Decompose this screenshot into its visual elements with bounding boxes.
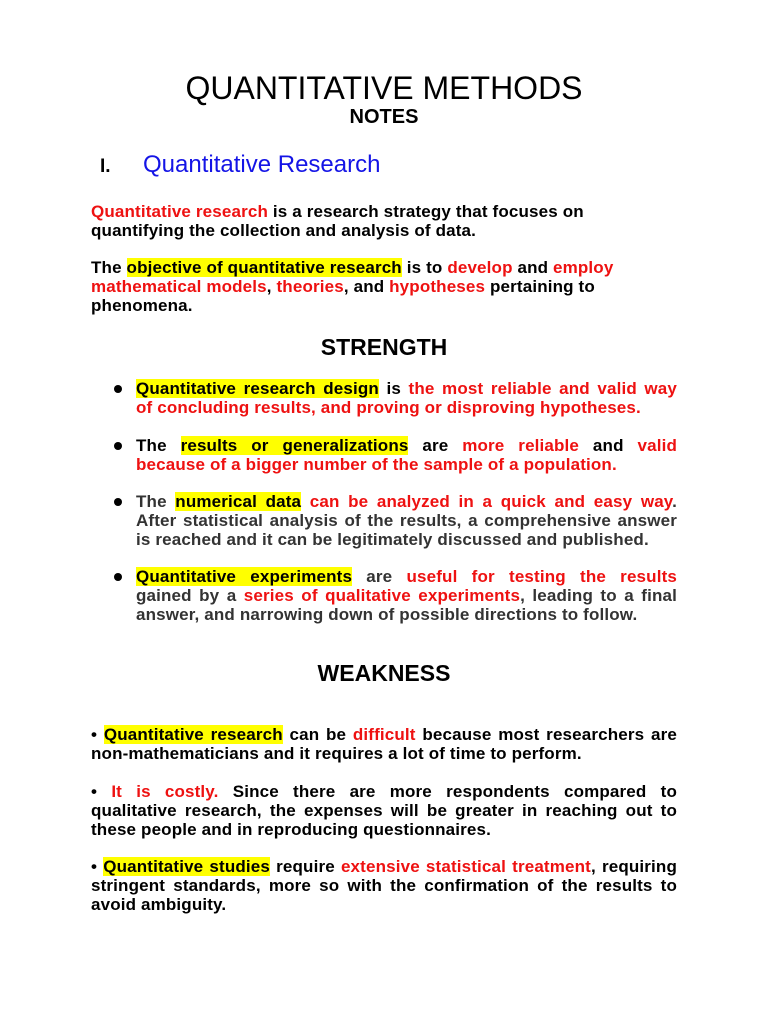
text-line xyxy=(91,857,677,876)
text-line xyxy=(136,511,677,530)
plain-text: , requiring xyxy=(590,857,677,876)
red-text: hypotheses xyxy=(389,277,486,296)
red-text: Quantitative research xyxy=(91,202,269,221)
red-text: It is costly. xyxy=(111,782,219,801)
text-line xyxy=(91,876,677,895)
intro-paragraph xyxy=(91,202,677,240)
plain-text: Since there are more respondents compared to xyxy=(218,782,677,801)
plain-text: answer, and narrowing down of possible directions to follow. xyxy=(136,605,638,624)
red-text: the most reliable and valid way xyxy=(408,379,677,398)
plain-text: , and xyxy=(343,277,390,296)
plain-text: The xyxy=(136,492,176,511)
plain-text: are xyxy=(408,436,463,455)
highlighted-text: numerical data xyxy=(175,492,302,511)
red-text: useful for testing the results xyxy=(406,567,677,586)
document-title: QUANTITATIVE METHODS xyxy=(185,70,583,106)
strength-heading: STRENGTH xyxy=(320,334,448,360)
text-line xyxy=(136,605,677,624)
highlighted-text: objective of quantitative research xyxy=(126,258,402,277)
plain-text: stringent standards, more so with the confirmation of the results to xyxy=(91,876,677,895)
text-line xyxy=(91,744,677,763)
red-text: more reliable xyxy=(462,436,580,455)
highlighted-text: Quantitative experiments xyxy=(136,567,353,586)
plain-text: gained by a xyxy=(136,586,244,605)
red-text: develop xyxy=(447,258,513,277)
bullet-icon xyxy=(114,573,122,581)
text-line xyxy=(91,221,677,240)
text-line xyxy=(136,398,677,417)
text-line xyxy=(91,277,677,296)
text-line xyxy=(91,820,677,839)
bullet-text: • xyxy=(91,782,112,801)
plain-text: is a research strategy that focuses on xyxy=(268,202,584,221)
weakness-heading: WEAKNESS xyxy=(317,660,451,686)
plain-text: After statistical analysis of the results, a comprehensive answer xyxy=(136,511,677,530)
highlighted-text: Quantitative research xyxy=(103,725,283,744)
section-numeral: I. xyxy=(100,156,111,177)
weakness-item xyxy=(91,857,677,914)
plain-text: qualitative research, the expenses will be greater in reaching out to xyxy=(91,801,677,820)
plain-text: , leading to a final xyxy=(520,586,677,605)
text-line xyxy=(136,567,677,586)
text-line xyxy=(91,296,677,315)
strength-item xyxy=(136,567,677,624)
text-line xyxy=(136,586,677,605)
plain-text: , xyxy=(266,277,277,296)
red-text: employ xyxy=(553,258,614,277)
plain-text: pertaining to xyxy=(485,277,595,296)
plain-text: can be xyxy=(282,725,353,744)
highlighted-text: results or generalizations xyxy=(180,436,409,455)
text-line xyxy=(136,455,677,474)
bullet-icon xyxy=(114,385,122,393)
bullet-icon xyxy=(114,442,122,450)
weakness-item xyxy=(91,725,677,763)
plain-text: . xyxy=(672,492,678,511)
red-text: series of qualitative experiments xyxy=(243,586,521,605)
red-text: valid xyxy=(637,436,677,455)
text-line xyxy=(136,492,677,511)
plain-text: phenomena. xyxy=(91,296,193,315)
text-line xyxy=(91,782,677,801)
text-line xyxy=(91,801,677,820)
document-subtitle: NOTES xyxy=(349,106,419,128)
plain-text: because most researchers are xyxy=(415,725,677,744)
plain-text: non-mathematicians and it requires a lot of time to perform. xyxy=(91,744,582,763)
red-text: can be analyzed in a quick and easy way xyxy=(301,492,673,511)
red-text: extensive statistical treatment xyxy=(340,857,591,876)
highlighted-text: Quantitative research design xyxy=(136,379,379,398)
plain-text: these people and in reproducing questionnaires. xyxy=(91,820,492,839)
text-line xyxy=(136,530,677,549)
plain-text: and xyxy=(579,436,638,455)
text-line xyxy=(91,258,677,277)
red-text: mathematical models xyxy=(91,277,267,296)
plain-text: is to xyxy=(401,258,448,277)
highlighted-text: Quantitative studies xyxy=(103,857,270,876)
red-text: theories xyxy=(276,277,344,296)
plain-text: are xyxy=(352,567,407,586)
strength-item xyxy=(136,436,677,474)
plain-text: quantifying the collection and analysis of data. xyxy=(91,221,477,240)
plain-text: The xyxy=(91,258,127,277)
text-line xyxy=(136,379,677,398)
bullet-text: • xyxy=(91,857,104,876)
weakness-item xyxy=(91,782,677,839)
plain-text: avoid ambiguity. xyxy=(91,895,227,914)
strength-item xyxy=(136,379,677,417)
text-line xyxy=(91,895,677,914)
plain-text: is reached and it can be legitimately discussed and published. xyxy=(136,530,649,549)
red-text: difficult xyxy=(352,725,416,744)
red-text: because of a bigger number of the sample of a population. xyxy=(136,455,617,474)
plain-text: The xyxy=(136,436,181,455)
section-heading xyxy=(100,151,380,179)
intro-paragraph xyxy=(91,258,677,315)
bullet-icon xyxy=(114,498,122,506)
text-line xyxy=(91,202,677,221)
section-title: Quantitative Research xyxy=(143,151,381,178)
red-text: of concluding results, and proving or disproving hypotheses. xyxy=(136,398,641,417)
strength-item xyxy=(136,492,677,549)
plain-text: is xyxy=(378,379,409,398)
plain-text: and xyxy=(512,258,554,277)
text-line xyxy=(136,436,677,455)
plain-text: require xyxy=(270,857,341,876)
bullet-text: • xyxy=(91,725,104,744)
text-line xyxy=(91,725,677,744)
